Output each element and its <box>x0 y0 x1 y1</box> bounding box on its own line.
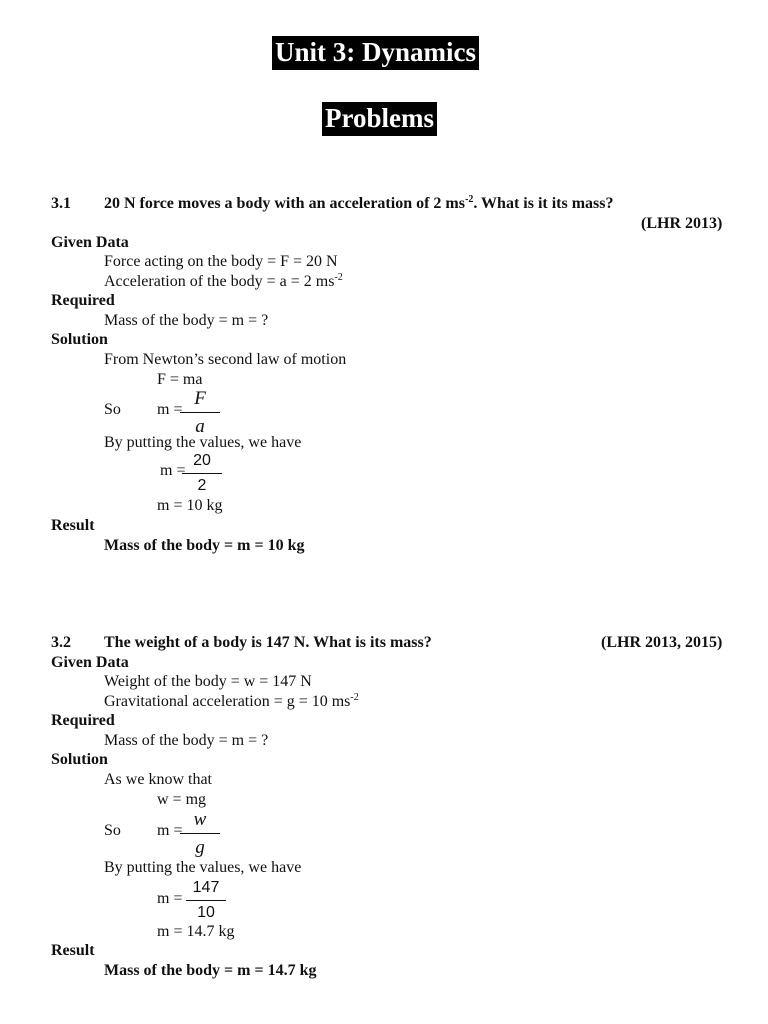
answer-line: m = 14.7 kg <box>157 923 235 940</box>
fraction-bar <box>180 412 220 413</box>
problem-question: The weight of a body is 147 N. What is its mass? <box>104 634 432 651</box>
symbolic-fraction <box>180 810 220 857</box>
solution-intro: From Newton’s second law of motion <box>104 351 347 368</box>
so-label: So <box>104 822 121 839</box>
given-line: Force acting on the body = F = 20 N <box>104 253 338 270</box>
fraction-numerator: w <box>193 809 207 830</box>
answer-line: m = 10 kg <box>157 497 223 514</box>
result-line: Mass of the body = m = 10 kg <box>104 537 305 554</box>
fraction-denominator: a <box>195 416 205 437</box>
fraction-bar <box>186 900 226 901</box>
fraction-numerator: F <box>194 388 206 409</box>
page-subtitle: Problems <box>322 102 437 136</box>
solution-heading: Solution <box>51 331 108 348</box>
given-line: Gravitational acceleration = g = 10 $ms^{-2}$ <box>104 692 359 710</box>
solution-equation: w = mg <box>157 791 207 808</box>
problem-question: 20 N force moves a body with an acceleration of 2 $ms^{-2}$. What is it its mass? <box>104 194 614 212</box>
given-line: Weight of the body = w = 147 N <box>104 673 312 690</box>
given-line: Acceleration of the body = a = 2 $ms^{-2}$ <box>104 272 343 290</box>
numeric-fraction <box>186 880 226 921</box>
m-equals: m = <box>160 462 186 479</box>
result-line: Mass of the body = m = 14.7 kg <box>104 962 317 979</box>
required-heading: Required <box>51 292 115 309</box>
problem-reference: (LHR 2013, 2015) <box>601 634 723 651</box>
result-heading: Result <box>51 942 95 959</box>
problem-reference: (LHR 2013) <box>641 215 723 232</box>
given-heading: Given Data <box>51 654 129 671</box>
page-title: Unit 3: Dynamics <box>272 36 479 70</box>
numeric-fraction <box>182 453 222 494</box>
symbolic-fraction <box>180 389 220 436</box>
solution-intro: As we know that <box>104 771 212 788</box>
fraction-bar <box>180 833 220 834</box>
required-line: Mass of the body = m = ? <box>104 312 269 329</box>
required-line: Mass of the body = m = ? <box>104 732 269 749</box>
problem-number: 3.2 <box>51 634 71 651</box>
fraction-numerator: 147 <box>192 879 220 896</box>
solution-heading: Solution <box>51 751 108 768</box>
result-heading: Result <box>51 517 95 534</box>
putting-values: By putting the values, we have <box>104 434 302 451</box>
given-heading: Given Data <box>51 234 129 251</box>
putting-values: By putting the values, we have <box>104 859 302 876</box>
fraction-denominator: g <box>195 837 205 858</box>
m-equals: m = <box>157 890 183 907</box>
fraction-denominator: 2 <box>197 477 207 494</box>
so-label: So <box>104 401 121 418</box>
m-equals: m = <box>157 401 183 418</box>
solution-equation: F = ma <box>157 371 203 388</box>
fraction-denominator: 10 <box>197 904 215 921</box>
fraction-numerator: 20 <box>193 452 211 469</box>
problem-number: 3.1 <box>51 195 71 212</box>
m-equals: m = <box>157 822 183 839</box>
fraction-bar <box>182 473 222 474</box>
required-heading: Required <box>51 712 115 729</box>
